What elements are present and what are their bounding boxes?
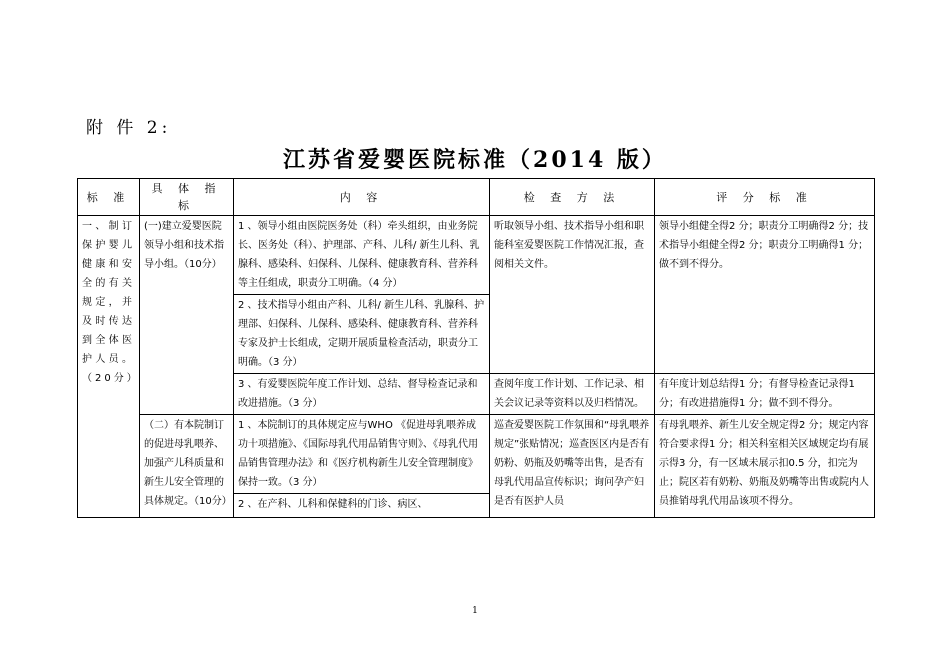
header-method: 检 查 方 法 bbox=[490, 179, 655, 216]
content-cell: 1 、领导小组由医院医务处（科）牵头组织，由业务院长、医务处（科）、护理部、产科、儿科/ 新生儿科、乳腺科、感染科、妇保科、儿保科、健康教育科、营养科等主任组成，职责分工明确。（4 分） bbox=[234, 216, 490, 295]
standards-table bbox=[77, 178, 875, 518]
method-cell: 听取领导小组、技术指导小组和职能科室爱婴医院工作情况汇报，查阅相关文件。 bbox=[490, 216, 655, 374]
content-cell: 1 、本院制订的具体规定应与WHO 《促进母乳喂养成功十项措施》、《国际母乳代用品销售守则》、《母乳代用品销售管理办法》和《医疗机构新生儿安全管理制度》保持一致。（3 分） bbox=[234, 415, 490, 494]
indicator-cell: (一)建立爱婴医院领导小组和技术指导小组。（10分） bbox=[140, 216, 234, 415]
score-cell: 有年度计划总结得1 分；有督导检查记录得1 分；有改进措施得1 分；做不到不得分。 bbox=[655, 374, 875, 415]
indicator-cell: （二）有本院制订的促进母乳喂养、加强产儿科质量和新生儿安全管理的具体规定。（10分） bbox=[140, 415, 234, 518]
score-cell: 领导小组健全得2 分；职责分工明确得2 分；技术指导小组健全得2 分；职责分工明确得1 分；做不到不得分。 bbox=[655, 216, 875, 374]
content-cell: 2 、在产科、儿科和保健科的门诊、病区、 bbox=[234, 494, 490, 518]
standard-cell: 一、制订保护婴儿健康和安全的有关规定，并及时传达到全体医护人员。（20分） bbox=[78, 216, 140, 518]
table-row bbox=[78, 216, 875, 295]
content-cell: 3 、有爱婴医院年度工作计划、总结、督导检查记录和改进措施。（3 分） bbox=[234, 374, 490, 415]
document-title: 江苏省爱婴医院标准（2014 版） bbox=[283, 147, 667, 173]
header-content: 内 容 bbox=[234, 179, 490, 216]
content-cell: 2 、技术指导小组由产科、儿科/ 新生儿科、乳腺科、护理部、妇保科、儿保科、感染科、健康教育科、营养科专家及护士长组成，定期开展质量检查活动，职责分工明确。（3 分） bbox=[234, 295, 490, 374]
score-cell: 有母乳喂养、新生儿安全规定得2 分；规定内容符合要求得1 分；相关科室相关区域规定均有展示得3 分，有一区域未展示扣0.5 分，扣完为止；院区若有奶粉、奶瓶及奶嘴等出售或院内人员推销母乳代用品该项不得分。 bbox=[655, 415, 875, 518]
page-number: 1 bbox=[472, 606, 478, 616]
table-header-row bbox=[78, 179, 875, 216]
header-indicator: 具 体 指 标 bbox=[140, 179, 234, 216]
attachment-label: 附 件 2: bbox=[86, 118, 172, 138]
header-standard: 标 准 bbox=[78, 179, 140, 216]
method-cell: 查阅年度工作计划、工作记录、相关会议记录等资料以及归档情况。 bbox=[490, 374, 655, 415]
header-score: 评 分 标 准 bbox=[655, 179, 875, 216]
table-row bbox=[78, 415, 875, 494]
method-cell: 巡查爱婴医院工作氛围和“母乳喂养规定”张贴情况；巡查医区内是否有奶粉、奶瓶及奶嘴等出售，是否有母乳代用品宣传标识；询问孕产妇是否有医护人员 bbox=[490, 415, 655, 518]
